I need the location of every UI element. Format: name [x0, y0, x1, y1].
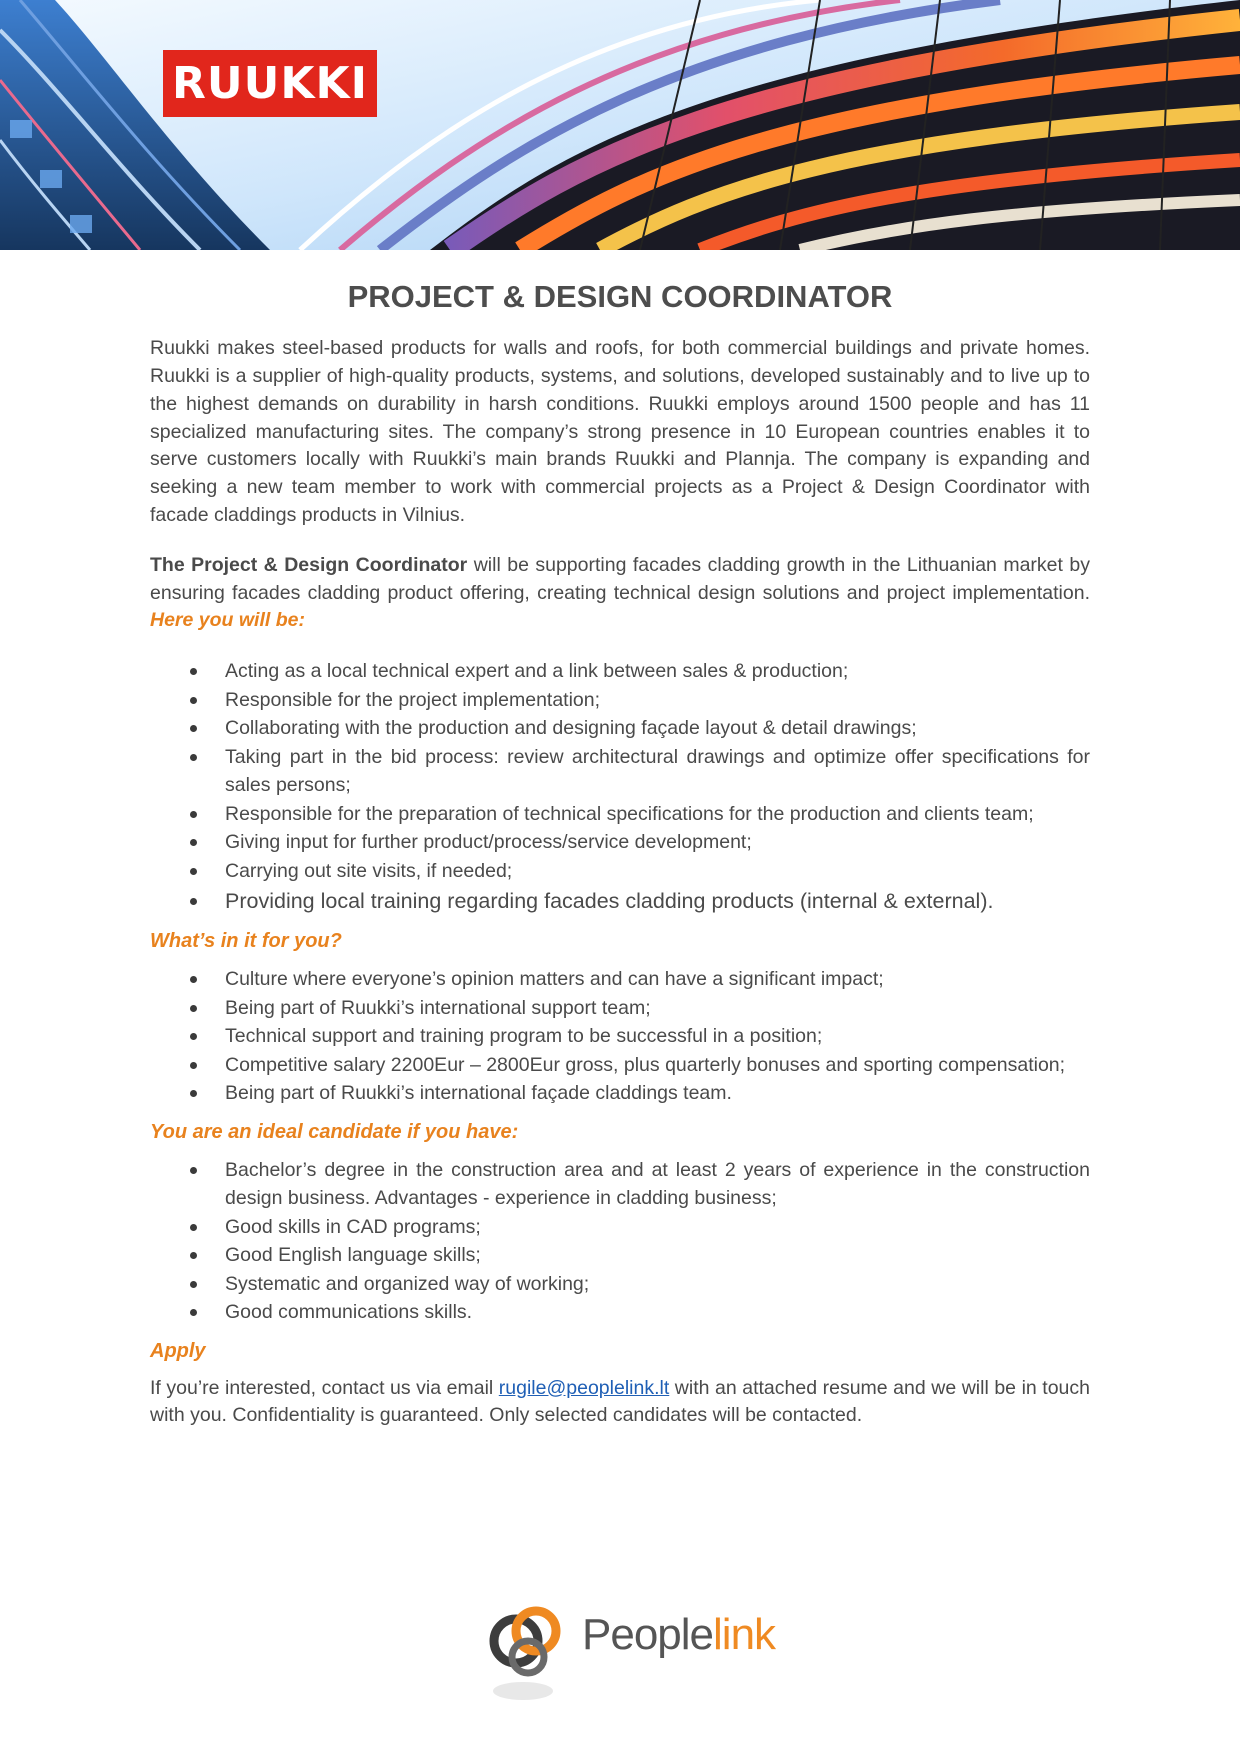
bullet-icon [190, 1252, 197, 1259]
bullet-icon [190, 1167, 197, 1174]
role-text: will be supporting facades cladding growth in the Lithuanian market by ensuring facades cladding product offering, creating technical design solutions and project implementation. [150, 553, 1090, 604]
list-item: Being part of Ruukki’s international façade claddings team. [150, 1079, 1090, 1108]
bullet-icon [190, 811, 197, 818]
bullet-icon [190, 868, 197, 875]
ruukki-logo [163, 50, 377, 117]
peoplelink-mark-icon [478, 1595, 578, 1705]
role-highlight: Here you will be: [150, 609, 305, 632]
list-item: Responsible for the preparation of technical specifications for the production and clients team; [150, 800, 1090, 829]
page-title: PROJECT & DESIGN COORDINATOR [347, 279, 893, 314]
role-description [150, 552, 1090, 635]
bullet-icon [190, 1062, 197, 1069]
peoplelink-wordmark: Peoplelink [582, 1610, 776, 1659]
bullet-icon [190, 976, 197, 983]
benefits-list [150, 965, 1090, 1108]
header-banner [0, 0, 1240, 250]
ruukki-logo-text: RUUKKI [172, 57, 368, 109]
bullet-icon [190, 898, 197, 905]
responsibilities-list [150, 657, 1090, 917]
requirements-heading: You are an ideal candidate if you have: [150, 1120, 519, 1143]
benefits-heading: What’s in it for you? [150, 930, 342, 953]
list-item: Good communications skills. [150, 1298, 1090, 1327]
email-link[interactable]: rugile@peoplelink.lt [498, 1376, 670, 1399]
list-item: Providing local training regarding facades cladding products (internal & external). [150, 885, 1090, 917]
apply-heading: Apply [150, 1339, 206, 1362]
list-item: Technical support and training program to be successful in a position; [150, 1022, 1090, 1051]
list-item: Good English language skills; [150, 1241, 1090, 1270]
bullet-icon [190, 1090, 197, 1097]
role-lead: The Project & Design Coordinator [150, 553, 468, 576]
job-posting [150, 278, 1090, 1430]
bullet-icon [190, 697, 197, 704]
bullet-icon [190, 1309, 197, 1316]
list-item: Being part of Ruukki’s international support team; [150, 994, 1090, 1023]
bullet-icon [190, 725, 197, 732]
bullet-icon [190, 1005, 197, 1012]
peoplelink-logo [478, 1595, 778, 1705]
bullet-icon [190, 1033, 197, 1040]
list-item: Giving input for further product/process/service development; [150, 828, 1090, 857]
list-item: Culture where everyone’s opinion matters and can have a significant impact; [150, 965, 1090, 994]
list-item: Collaborating with the production and designing façade layout & detail drawings; [150, 714, 1090, 743]
bullet-icon [190, 1281, 197, 1288]
company-intro: Ruukki makes steel-based products for walls and roofs, for both commercial buildings and private homes. Ruukki is a supplier of high-quality products, systems, and solutions, developed sustainably and to live up to the highest demands on durability in harsh conditions. Ruukki employs around 1500 people and has 11 specialized manufacturing sites. The company’s strong presence in 10 European countries enables it to serve customers locally with Ruukki’s main brands Ruukki and Plannja. The company is expanding and seeking a new team member to work with commercial projects as a Project & Design Coordinator with facade claddings products in Vilnius. [150, 337, 1090, 526]
list-item: Acting as a local technical expert and a link between sales & production; [150, 657, 1090, 686]
apply-text: If you’re interested, contact us via email rugile@peoplelink.lt with an attached resume and we will be in touch with you. Confidentiality is guaranteed. Only selected candidates will be contacted. [150, 1376, 1090, 1427]
requirements-list [150, 1156, 1090, 1327]
list-item: Competitive salary 2200Eur – 2800Eur gross, plus quarterly bonuses and sporting compensation; [150, 1051, 1090, 1080]
bullet-icon [190, 1224, 197, 1231]
list-item: Systematic and organized way of working; [150, 1270, 1090, 1299]
bullet-icon [190, 668, 197, 675]
bullet-icon [190, 839, 197, 846]
bullet-icon [190, 754, 197, 761]
list-item: Bachelor’s degree in the construction area and at least 2 years of experience in the construction design business. Advantages - experience in cladding business; [150, 1156, 1090, 1213]
list-item: Taking part in the bid process: review architectural drawings and optimize offer specifications for sales persons; [150, 743, 1090, 800]
list-item: Responsible for the project implementation; [150, 686, 1090, 715]
list-item: Good skills in CAD programs; [150, 1213, 1090, 1242]
building-facade-image [0, 0, 1240, 250]
list-item: Carrying out site visits, if needed; [150, 857, 1090, 886]
